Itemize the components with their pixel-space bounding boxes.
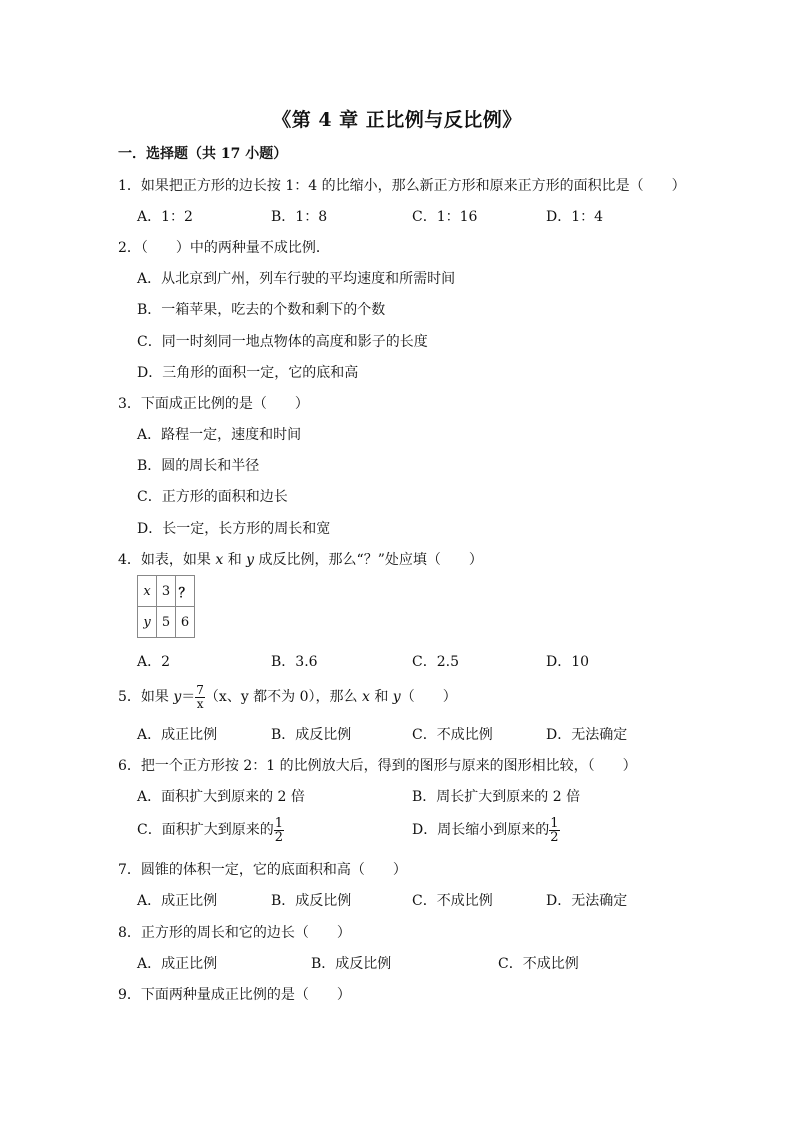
fraction-numerator: 1 — [550, 815, 559, 831]
q7-option-d: D．无法确定 — [546, 893, 628, 909]
q6-option-c — [137, 813, 284, 847]
q5-fraction-denominator: x — [196, 696, 204, 711]
q1-option-a: A．1：2 — [137, 209, 193, 225]
q4-stem-pre: 4．如表，如果 — [118, 552, 216, 568]
q4-cell: 5 — [157, 607, 176, 638]
q2-option-c: C．同一时刻同一地点物体的高度和影子的长度 — [137, 334, 428, 350]
q5-var-x: x — [361, 689, 370, 705]
q5-stem-post: （ ） — [400, 689, 457, 705]
q8-option-c: C．不成比例 — [498, 956, 579, 972]
q5-and: 和 — [369, 689, 393, 705]
q4-cell: y — [138, 607, 157, 638]
q3-option-b: B．圆的周长和半径 — [137, 458, 260, 474]
question-9: 9．下面两种量成正比例的是（ ） — [118, 987, 351, 1003]
q6-option-a: A．面积扩大到原来的 2 倍 — [137, 789, 305, 805]
q5-fraction — [195, 684, 205, 711]
q5-var-y: y — [173, 689, 182, 705]
q4-cell: 6 — [176, 607, 195, 638]
q1-option-d: D．1：4 — [546, 209, 604, 225]
q4-option-a: A．2 — [137, 654, 171, 670]
q6-option-d-text: D．周长缩小到原来的 — [412, 822, 550, 838]
question-7: 7．圆锥的体积一定，它的底面积和高（ ） — [118, 862, 407, 878]
q4-table-row-x — [138, 576, 195, 607]
q2-option-d: D．三角形的面积一定，它的底和高 — [137, 365, 359, 381]
q5-option-d: D．无法确定 — [546, 727, 628, 743]
fraction-denominator: 2 — [274, 829, 283, 845]
q4-cell: x — [138, 576, 157, 607]
q3-option-a: A．路程一定，速度和时间 — [137, 427, 302, 443]
q6-option-b: B．周长扩大到原来的 2 倍 — [412, 789, 581, 805]
fraction-denominator: 2 — [550, 829, 559, 845]
q4-option-b: B．3.6 — [271, 654, 318, 670]
q7-option-a: A．成正比例 — [137, 893, 218, 909]
q6-option-d — [412, 813, 560, 847]
q4-cell-question: ？ — [176, 576, 195, 607]
q4-option-c: C．2.5 — [412, 654, 459, 670]
q4-cell: 3 — [157, 576, 176, 607]
q5-option-c: C．不成比例 — [412, 727, 493, 743]
question-6: 6．把一个正方形按 2：1 的比例放大后，得到的图形与原来的图形相比较，（ ） — [118, 758, 637, 774]
q4-table — [137, 575, 195, 638]
q1-option-b: B．1：8 — [271, 209, 328, 225]
question-8: 8．正方形的周长和它的边长（ ） — [118, 925, 351, 941]
q7-option-b: B．成反比例 — [271, 893, 352, 909]
question-3: 3．下面成正比例的是（ ） — [118, 396, 309, 412]
q2-option-a: A．从北京到广州，列车行驶的平均速度和所需时间 — [137, 271, 456, 287]
q7-option-c: C．不成比例 — [412, 893, 493, 909]
question-5 — [118, 682, 457, 712]
q6-option-c-fraction — [274, 817, 284, 844]
q5-var-y2: y — [392, 689, 401, 705]
q8-option-a: A．成正比例 — [137, 956, 218, 972]
page-title: 《第 4 章 正比例与反比例》 — [272, 109, 522, 131]
q5-equals: ＝ — [181, 689, 196, 705]
q4-var-x: x — [215, 552, 224, 568]
q4-stem-mid: 和 — [223, 552, 247, 568]
q5-stem-mid: （x、y 都不为 0），那么 — [204, 689, 362, 705]
q4-stem-post: 成反比例，那么“？”处应填（ ） — [254, 552, 483, 568]
section-heading: 一．选择题（共 17 小题） — [118, 146, 288, 162]
q4-var-y: y — [246, 552, 255, 568]
q4-table-row-y — [138, 607, 195, 638]
q5-stem-pre: 5．如果 — [118, 689, 174, 705]
question-2: 2．（ ）中的两种量不成比例． — [118, 240, 330, 256]
q2-option-b: B．一箱苹果，吃去的个数和剩下的个数 — [137, 302, 386, 318]
q3-option-d: D．长一定，长方形的周长和宽 — [137, 521, 331, 537]
q1-option-c: C．1：16 — [412, 209, 478, 225]
q6-option-c-text: C．面积扩大到原来的 — [137, 822, 274, 838]
q6-option-d-fraction — [549, 817, 559, 844]
q5-option-a: A．成正比例 — [137, 727, 218, 743]
q5-option-b: B．成反比例 — [271, 727, 352, 743]
q5-fraction-numerator: 7 — [196, 682, 204, 697]
q8-option-b: B．成反比例 — [311, 956, 392, 972]
fraction-numerator: 1 — [274, 815, 283, 831]
q3-option-c: C．正方形的面积和边长 — [137, 489, 288, 505]
question-1: 1．如果把正方形的边长按 1：4 的比缩小，那么新正方形和原来正方形的面积比是（ ） — [118, 178, 686, 194]
q4-option-d: D．10 — [546, 654, 590, 670]
question-4 — [118, 551, 483, 569]
